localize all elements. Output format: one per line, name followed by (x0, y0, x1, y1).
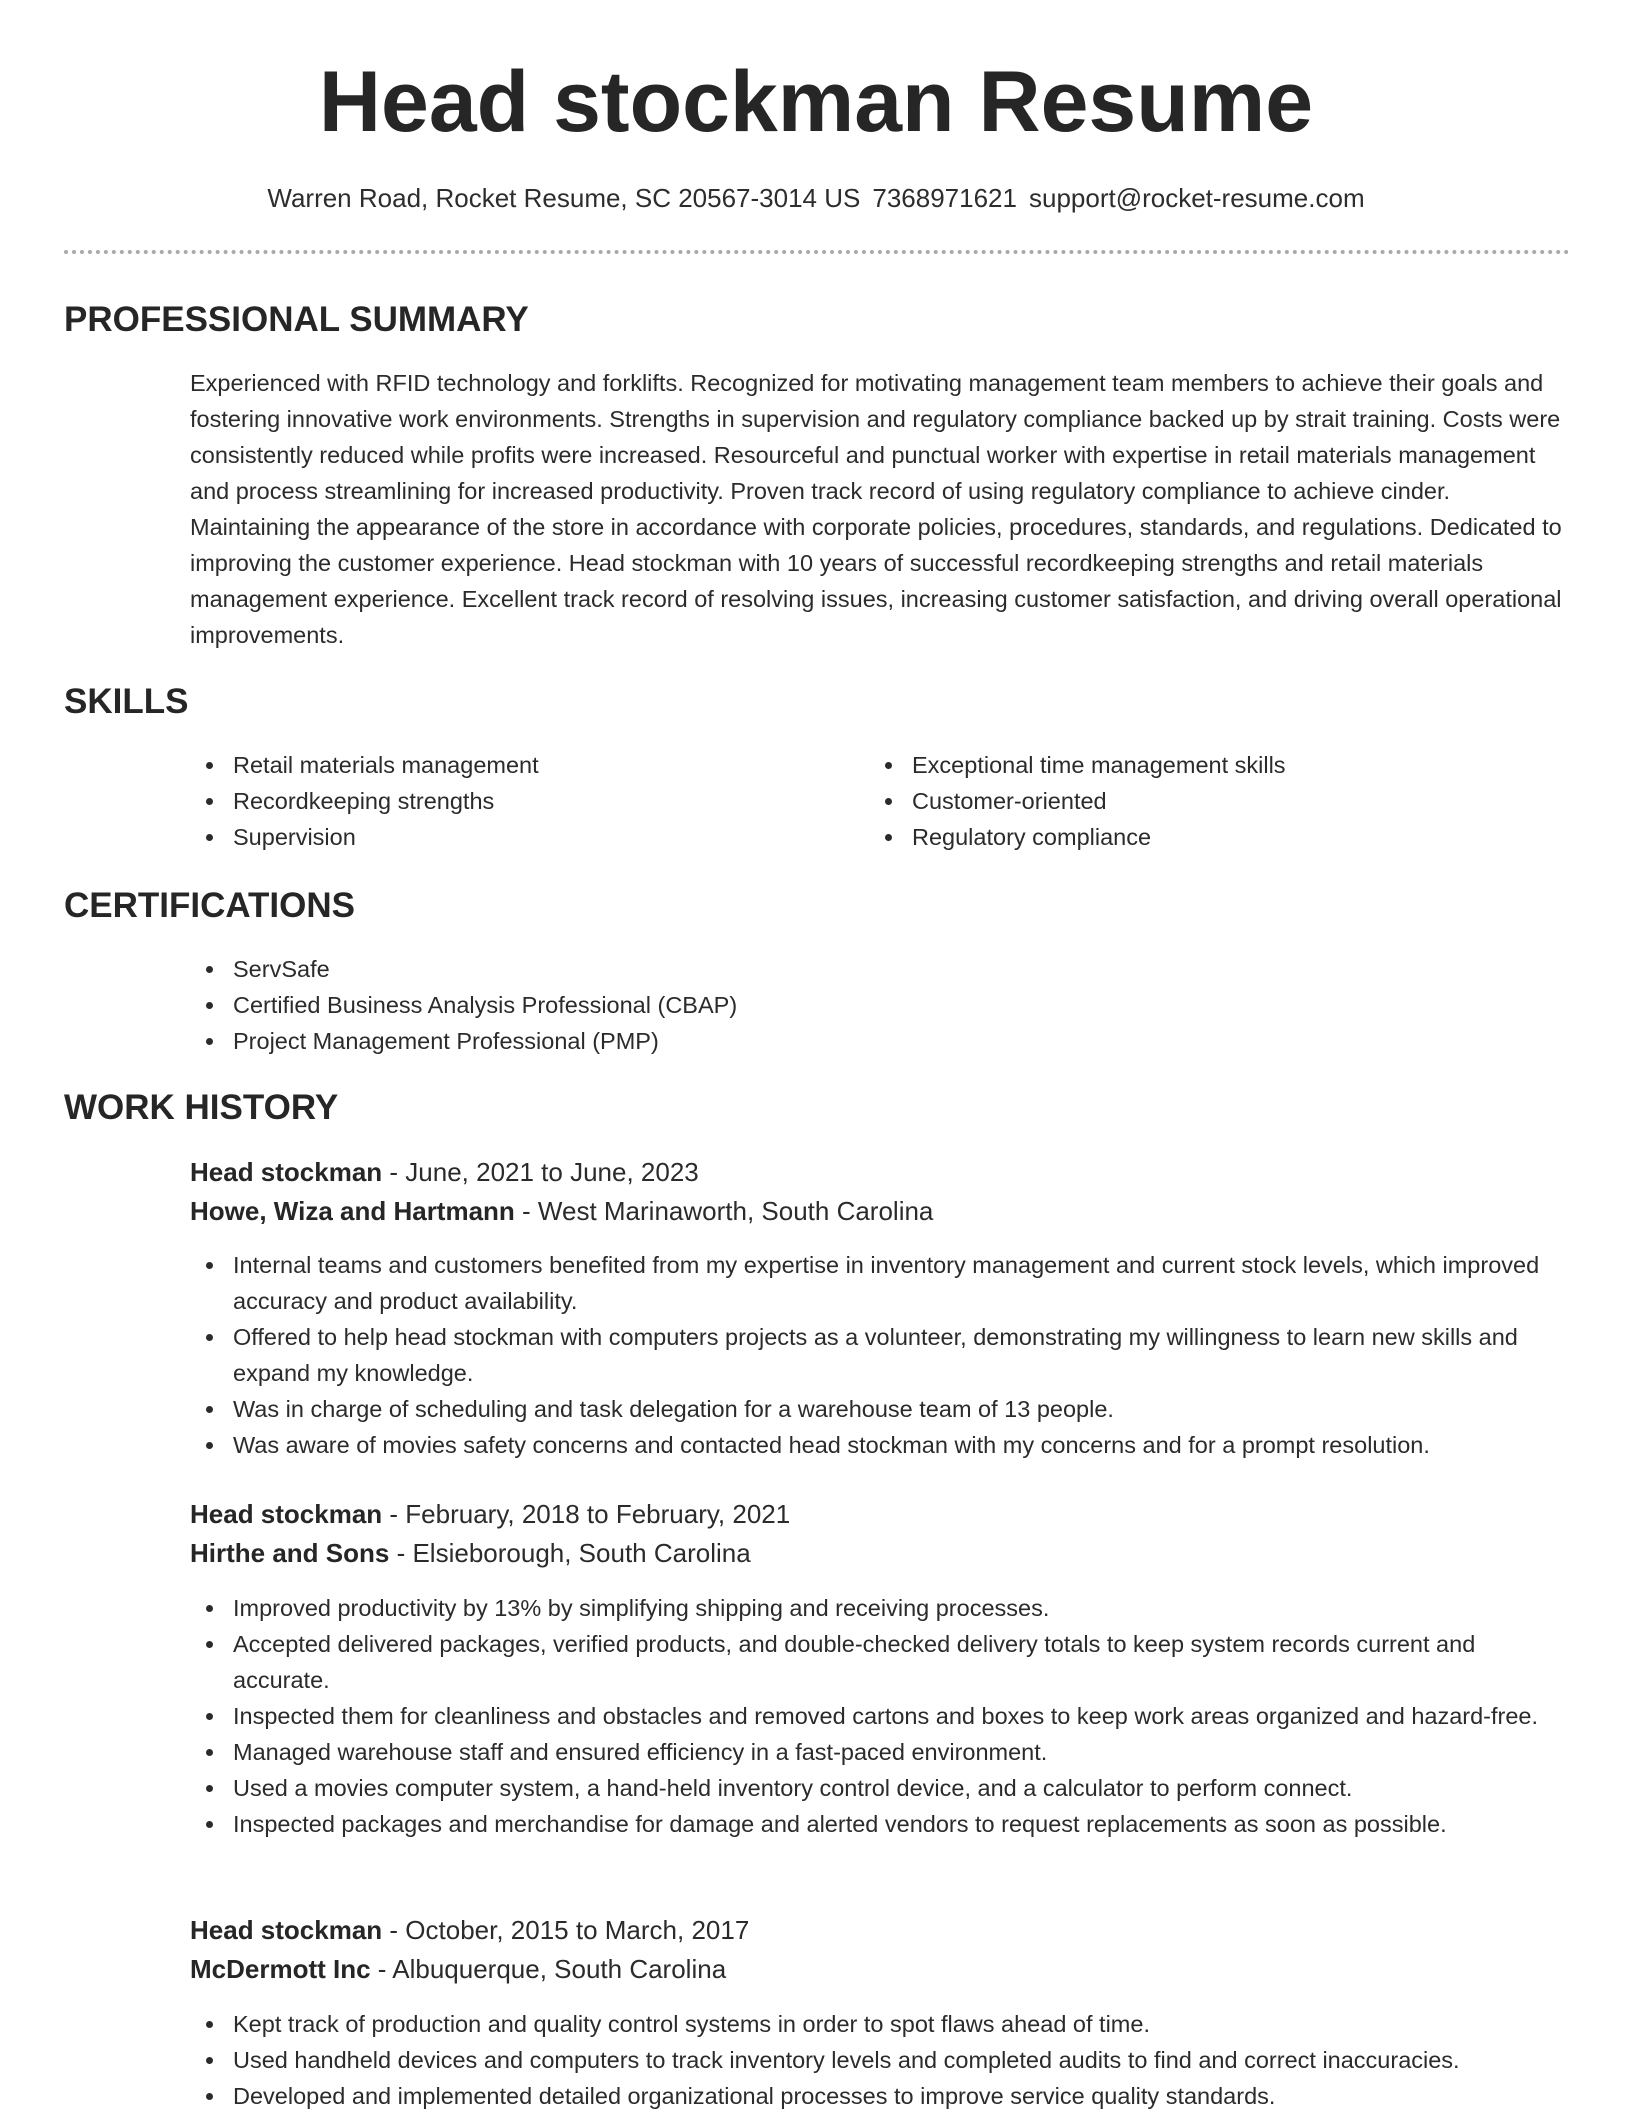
job-location: - Albuquerque, South Carolina (370, 1954, 727, 1984)
job-bullet: Accepted delivered packages, verified products, and double-checked delivery totals to keep system records current and accurate. (190, 1626, 1570, 1698)
work-history-heading: WORK HISTORY (64, 1088, 339, 1127)
certification-item: Certified Business Analysis Professional (CBAP) (190, 987, 1190, 1023)
job-dates: - February, 2018 to February, 2021 (382, 1499, 791, 1529)
skill-item: Exceptional time management skills (869, 747, 1549, 783)
job-role: Head stockman (190, 1915, 383, 1945)
certification-item: Project Management Professional (PMP) (190, 1023, 1190, 1059)
contact-line (0, 181, 1632, 215)
summary-heading: PROFESSIONAL SUMMARY (64, 300, 529, 339)
job-title-line (190, 1155, 699, 1189)
job-company: Hirthe and Sons (190, 1538, 390, 1568)
skill-item: Regulatory compliance (869, 819, 1549, 855)
job-dates: - October, 2015 to March, 2017 (382, 1915, 750, 1945)
job-bullet: Inspected packages and merchandise for damage and alerted vendors to request replacements as soon as possible. (190, 1806, 1570, 1842)
job-bullet: Offered to help head stockman with computers projects as a volunteer, demonstrating my willingness to learn new skills and expand my knowledge. (190, 1319, 1570, 1391)
contact-address: Warren Road, Rocket Resume, SC 20567-3014 US (267, 183, 861, 213)
job-bullet: Used a movies computer system, a hand-held inventory control device, and a calculator to perform connect. (190, 1770, 1570, 1806)
job-dates: - June, 2021 to June, 2023 (382, 1157, 699, 1187)
job-bullet: Internal teams and customers benefited from my expertise in inventory management and current stock levels, which improved accuracy and product availability. (190, 1247, 1570, 1319)
skill-item: Recordkeeping strengths (190, 783, 850, 819)
certification-item: ServSafe (190, 951, 1190, 987)
skill-item: Customer-oriented (869, 783, 1549, 819)
job-bullet: Was in charge of scheduling and task delegation for a warehouse team of 13 people. (190, 1391, 1570, 1427)
job-bullet: Was aware of movies safety concerns and contacted head stockman with my concerns and for a prompt resolution. (190, 1427, 1570, 1463)
contact-phone: 7368971621 (872, 183, 1017, 213)
job-company-line (190, 1952, 726, 1986)
job-location: - Elsieborough, South Carolina (389, 1538, 751, 1568)
job-bullets (190, 1590, 1570, 1842)
contact-email[interactable]: support@rocket-resume.com (1028, 183, 1365, 213)
job-bullet: Kept track of production and quality control systems in order to spot flaws ahead of time. (190, 2006, 1570, 2042)
job-bullets (190, 2006, 1570, 2112)
resume-title: Head stockman Resume (318, 54, 1314, 150)
job-role: Head stockman (190, 1499, 383, 1529)
job-bullet: Inspected them for cleanliness and obstacles and removed cartons and boxes to keep work areas organized and hazard-free. (190, 1698, 1570, 1734)
job-title-line (190, 1497, 790, 1531)
job-role: Head stockman (190, 1157, 383, 1187)
header-divider (64, 250, 1570, 254)
job-company: McDermott Inc (190, 1954, 371, 1984)
job-bullet: Used handheld devices and computers to track inventory levels and completed audits to find and correct inaccuracies. (190, 2042, 1570, 2078)
job-location: - West Marinaworth, South Carolina (514, 1196, 934, 1226)
job-bullet: Developed and implemented detailed organizational processes to improve service quality standards. (190, 2078, 1570, 2112)
job-title-line (190, 1913, 749, 1947)
summary-text: Experienced with RFID technology and forklifts. Recognized for motivating management team members to achieve their goals and fostering innovative work environments. Strengths in supervision and regulatory compliance backed up by strait training. Costs were consistently reduced while profits were increased. Resourceful and punctual worker with expertise in retail materials management and process streamlining for increased productivity. Proven track record of using regulatory compliance to achieve cinder. Maintaining the appearance of the store in accordance with corporate policies, procedures, standards, and regulations. Dedicated to improving the customer experience. Head stockman with 10 years of successful recordkeeping strengths and retail materials management experience. Excellent track record of resolving issues, increasing customer satisfaction, and driving overall operational improvements. (190, 370, 1562, 648)
certifications-heading: CERTIFICATIONS (64, 886, 356, 925)
job-company-line (190, 1194, 933, 1228)
skills-list-left (190, 747, 850, 855)
job-bullets (190, 1247, 1570, 1463)
skills-list-right (869, 747, 1549, 855)
skill-item: Supervision (190, 819, 850, 855)
job-bullet: Improved productivity by 13% by simplifying shipping and receiving processes. (190, 1590, 1570, 1626)
skill-item: Retail materials management (190, 747, 850, 783)
certifications-list (190, 951, 1190, 1059)
skills-heading: SKILLS (64, 682, 189, 721)
job-company-line (190, 1536, 751, 1570)
job-bullet: Managed warehouse staff and ensured efficiency in a fast-paced environment. (190, 1734, 1570, 1770)
job-company: Howe, Wiza and Hartmann (190, 1196, 515, 1226)
